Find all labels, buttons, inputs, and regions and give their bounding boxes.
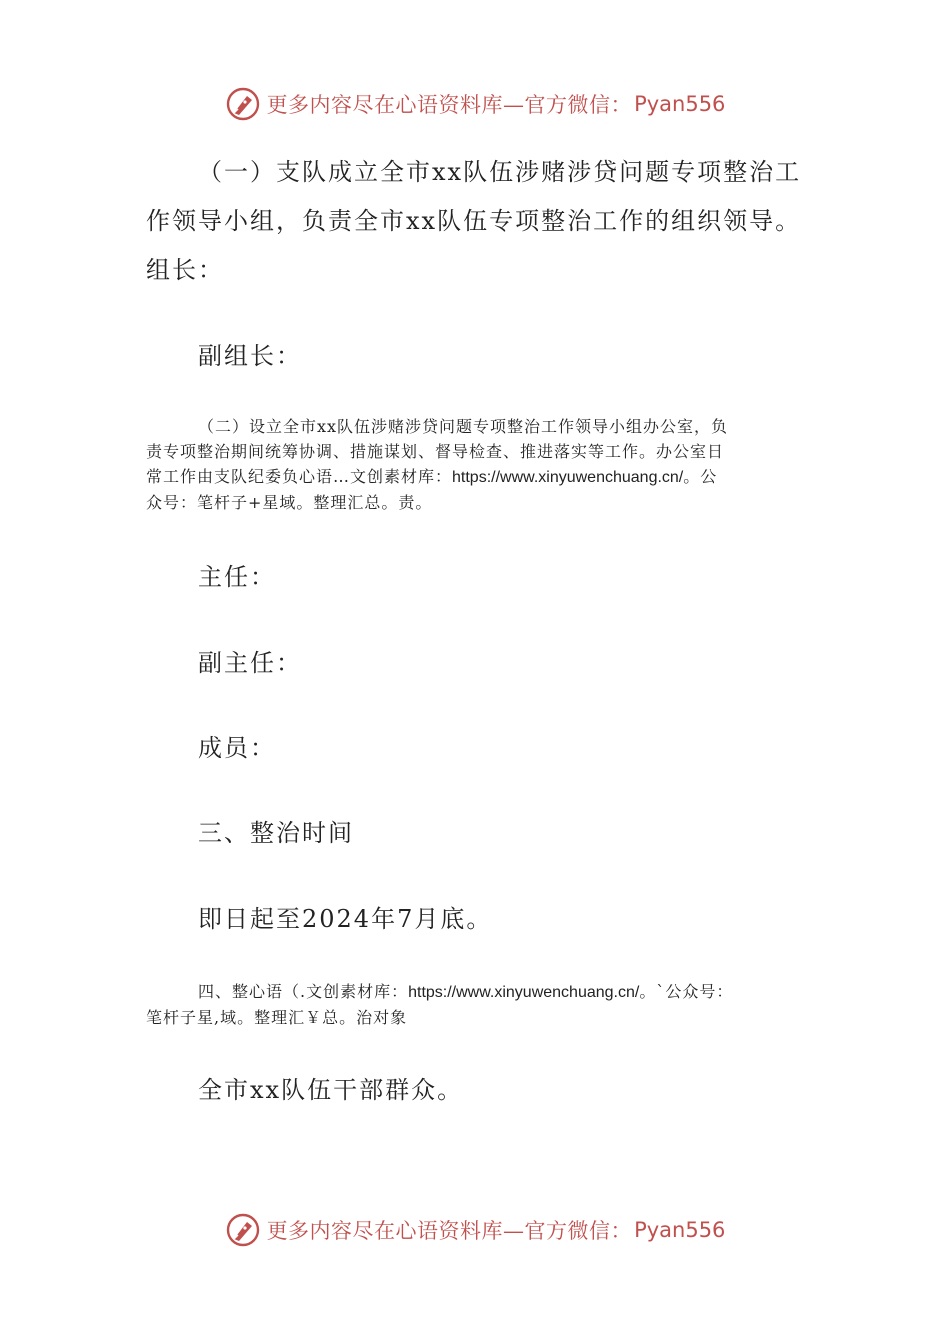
director-label: 主任： bbox=[198, 563, 276, 591]
section-4-line-1-suffix: 。`公众号： bbox=[639, 982, 734, 1001]
section-2-line-2: 责专项整治期间统筹协调、措施谋划、督导检查、推进落实等工作。办公室日 bbox=[146, 442, 725, 461]
section-2-line-1: （二）设立全市xx队伍涉赌涉贷问题专项整治工作领导小组办公室，负 bbox=[198, 417, 729, 436]
section-3-title: 三、整治时间 bbox=[198, 819, 354, 847]
section-2-paragraph bbox=[146, 414, 806, 515]
section-1-line-2: 作领导小组，负责全市xx队伍专项整治工作的组织领导。 bbox=[146, 207, 802, 235]
section-3-body: 即日起至2024年7月底。 bbox=[198, 905, 493, 933]
section-2-line-3-prefix: 常工作由支队纪委负心语…文创素材库： bbox=[146, 467, 453, 486]
deputy-director-label: 副主任： bbox=[198, 649, 302, 677]
pen-nib-circle-icon bbox=[225, 1212, 261, 1248]
source-url-link[interactable]: https://www.xinyuwenchuang.cn/ bbox=[452, 469, 684, 486]
deputy-leader-label: 副组长： bbox=[198, 342, 302, 370]
section-4-paragraph bbox=[146, 979, 806, 1030]
footer-watermark-banner bbox=[0, 1208, 950, 1252]
group-leader-label: 组长： bbox=[146, 256, 224, 284]
pen-nib-circle-icon bbox=[225, 86, 261, 122]
banner-text: 更多内容尽在心语资料库—官方微信： bbox=[266, 1219, 633, 1243]
header-watermark-banner bbox=[0, 82, 950, 126]
section-1-line-1: （一）支队成立全市xx队伍涉赌涉贷问题专项整治工 bbox=[198, 158, 802, 186]
section-4-line-2: 笔杆子星,域。整理汇￥总。治对象 bbox=[146, 1008, 408, 1027]
banner-contact: Pyan556 bbox=[634, 1218, 726, 1242]
section-2-line-4: 众号：笔杆子+星域。整理汇总。责。 bbox=[146, 493, 433, 512]
banner-contact: Pyan556 bbox=[634, 92, 726, 116]
section-4-url-link[interactable]: https://www.xinyuwenchuang.cn/ bbox=[408, 984, 640, 1001]
section-4-line-1-prefix: 四、整心语（.文创素材库： bbox=[198, 982, 409, 1001]
members-label: 成员： bbox=[198, 734, 276, 762]
section-1-paragraph bbox=[146, 148, 806, 295]
section-2-line-3 bbox=[146, 464, 806, 490]
target-text: 全市xx队伍干部群众。 bbox=[198, 1076, 464, 1104]
section-2-line-3-suffix: 。公 bbox=[683, 467, 718, 486]
banner-text: 更多内容尽在心语资料库—官方微信： bbox=[266, 93, 633, 117]
